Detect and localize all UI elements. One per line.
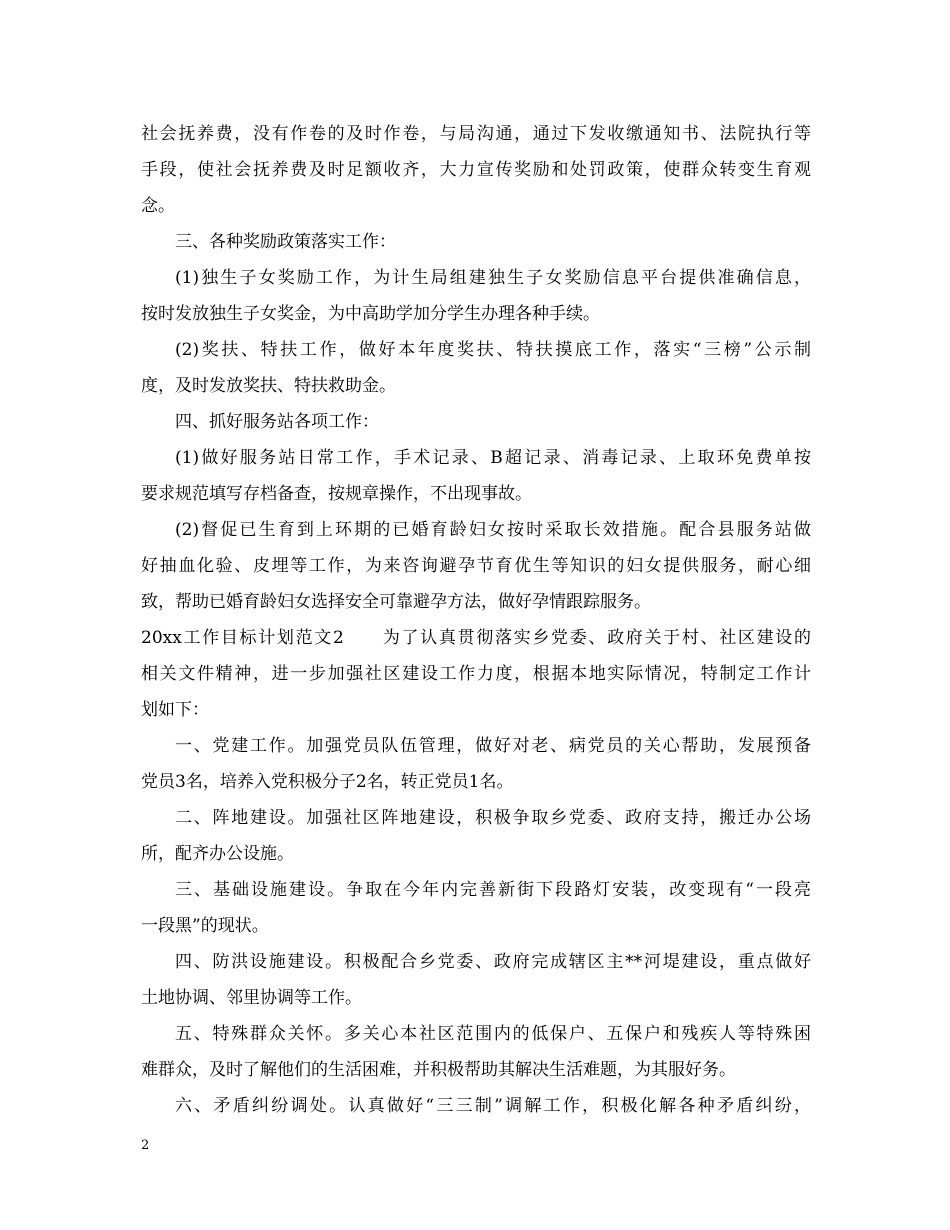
text-line: 要求规范填写存档备查，按规章操作，不出现事故。 <box>141 484 532 504</box>
text-line: 党员3名，培养入党积极分子2名，转正党员1名。 <box>141 772 514 792</box>
text-line: 社会抚养费，没有作卷的及时作卷，与局沟通，通过下发收缴通知书、法院执行等 <box>141 124 811 144</box>
text-line: 度，及时发放奖扶、特扶救助金。 <box>141 376 396 396</box>
text-line: 难群众，及时了解他们的生活困难，并积极帮助其解决生活难题，为其服好务。 <box>141 1060 736 1080</box>
text-line: 手段，使社会抚养费及时足额收齐，大力宣传奖励和处罚政策，使群众转变生育观 <box>141 160 811 180</box>
text-line: 按时发放独生子女奖金，为中高助学加分学生办理各种手续。 <box>141 304 600 324</box>
text-line: 念。 <box>141 196 175 216</box>
text-line: (2)奖扶、特扶工作，做好本年度奖扶、特扶摸底工作，落实“三榜”公示制 <box>175 340 811 360</box>
page-number: 2 <box>141 1138 150 1153</box>
text-line: 四、防洪设施建设。积极配合乡党委、政府完成辖区主**河堤建设，重点做好 <box>175 952 811 972</box>
text-line: 四、抓好服务站各项工作： <box>175 412 379 432</box>
text-line: 土地协调、邻里协调等工作。 <box>141 988 362 1008</box>
text-line: 好抽血化验、皮埋等工作，为来咨询避孕节育优生等知识的妇女提供服务，耐心细 <box>141 556 811 576</box>
text-line: 划如下： <box>141 700 209 720</box>
text-line: 五、特殊群众关怀。多关心本社区范围内的低保户、五保户和残疾人等特殊困 <box>175 1024 811 1044</box>
text-line: 三、各种奖励政策落实工作： <box>175 232 396 252</box>
text-line: 六、矛盾纠纷调处。认真做好“三三制”调解工作，积极化解各种矛盾纠纷， <box>175 1096 811 1116</box>
text-line: 20xx工作目标计划范文2 为了认真贯彻落实乡党委、政府关于村、社区建设的 <box>141 628 811 648</box>
text-line: 一、党建工作。加强党员队伍管理，做好对老、病党员的关心帮助，发展预备 <box>175 736 811 756</box>
text-line: 三、基础设施建设。争取在今年内完善新街下段路灯安装，改变现有“一段亮 <box>175 880 811 900</box>
text-line: 所，配齐办公设施。 <box>141 844 294 864</box>
text-line: 相关文件精神，进一步加强社区建设工作力度，根据本地实际情况，特制定工作计 <box>141 664 811 684</box>
text-line: (2)督促已生育到上环期的已婚育龄妇女按时采取长效措施。配合县服务站做 <box>175 520 811 540</box>
text-line: 致，帮助已婚育龄妇女选择安全可靠避孕方法，做好孕情跟踪服务。 <box>141 592 651 612</box>
text-line: (1)做好服务站日常工作，手术记录、B超记录、消毒记录、上取环免费单按 <box>175 448 811 468</box>
text-line: 一段黑”的现状。 <box>141 916 269 936</box>
document-body <box>141 116 811 1124</box>
text-line: (1)独生子女奖励工作，为计生局组建独生子女奖励信息平台提供准确信息， <box>175 268 811 288</box>
text-line: 二、阵地建设。加强社区阵地建设，积极争取乡党委、政府支持，搬迁办公场 <box>175 808 811 828</box>
